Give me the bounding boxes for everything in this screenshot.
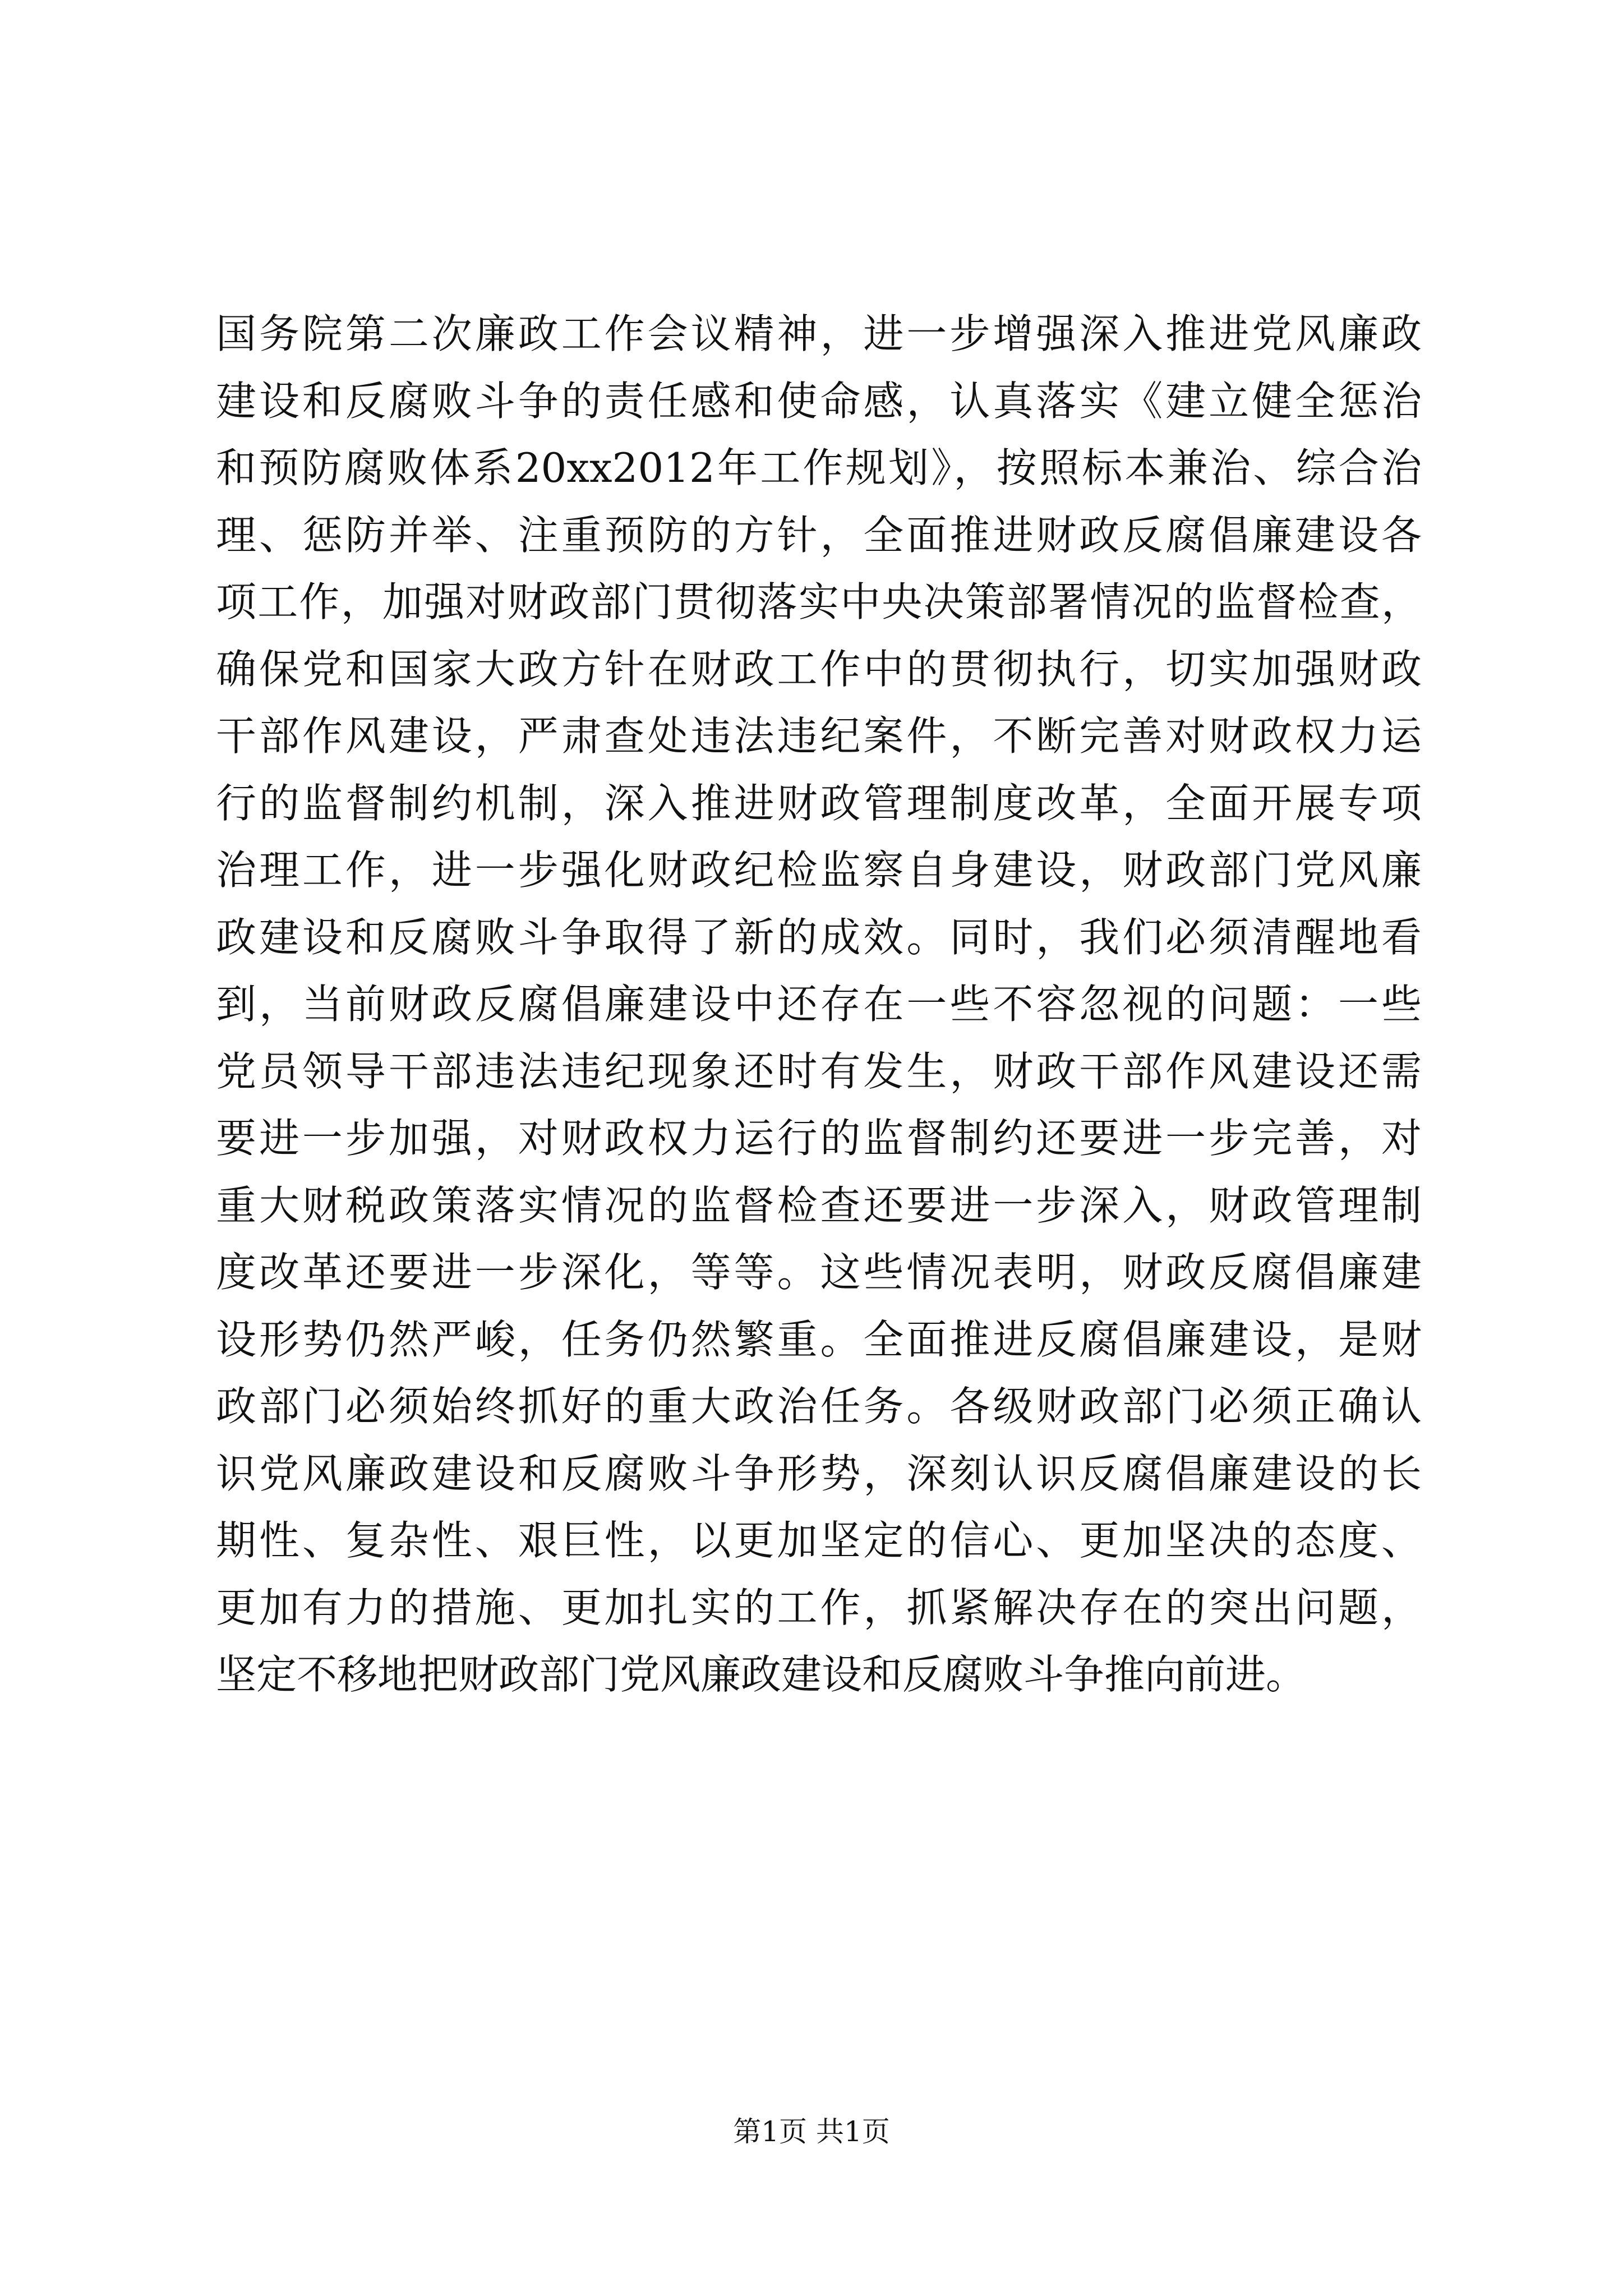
body-paragraph: [216, 301, 1422, 1709]
paragraph-line: 治理工作，进一步强化财政纪检监察自身建设，财政部门党风廉: [216, 846, 1422, 894]
paragraph-line: 政部门必须始终抓好的重大政治任务。各级财政部门必须正确认: [216, 1383, 1422, 1430]
paragraph-line: 理、惩防并举、注重预防的方针，全面推进财政反腐倡廉建设各: [216, 511, 1422, 559]
paragraph-line: 行的监督制约机制，深入推进财政管理制度改革，全面开展专项: [216, 779, 1422, 827]
paragraph-line: 国务院第二次廉政工作会议精神，进一步增强深入推进党风廉政: [216, 310, 1422, 357]
paragraph-line: 要进一步加强，对财政权力运行的监督制约还要进一步完善，对: [216, 1115, 1422, 1162]
paragraph-line: 更加有力的措施、更加扎实的工作，抓紧解决存在的突出问题，: [216, 1584, 1422, 1631]
paragraph-line: 确保党和国家大政方针在财政工作中的贯彻执行，切实加强财政: [216, 645, 1422, 693]
paragraph-line: 识党风廉政建设和反腐败斗争形势，深刻认识反腐倡廉建设的长: [216, 1450, 1422, 1497]
paragraph-line: 重大财税政策落实情况的监督检查还要进一步深入，财政管理制: [216, 1181, 1422, 1229]
paragraph-line: 度改革还要进一步深化，等等。这些情况表明，财政反腐倡廉建: [216, 1249, 1422, 1296]
paragraph-line: 和预防腐败体系20xx2012年工作规划》，按照标本兼治、综合治: [216, 444, 1422, 491]
paragraph-line: 干部作风建设，严肃查处违法违纪案件，不断完善对财政权力运: [216, 712, 1422, 760]
paragraph-line: 党员领导干部违法违纪现象还时有发生，财政干部作风建设还需: [216, 1047, 1422, 1095]
paragraph-line: 项工作，加强对财政部门贯彻落实中央决策部署情况的监督检查，: [216, 578, 1422, 625]
paragraph-line: 坚定不移地把财政部门党风廉政建设和反腐败斗争推向前进。: [216, 1651, 1307, 1698]
page-number-footer: 第1页 共1页: [733, 2115, 890, 2148]
paragraph-line: 建设和反腐败斗争的责任感和使命感，认真落实《建立健全惩治: [216, 377, 1422, 425]
paragraph-line: 期性、复杂性、艰巨性，以更加坚定的信心、更加坚决的态度、: [216, 1517, 1422, 1564]
paragraph-line: 政建设和反腐败斗争取得了新的成效。同时，我们必须清醒地看: [216, 913, 1422, 961]
paragraph-line: 设形势仍然严峻，任务仍然繁重。全面推进反腐倡廉建设，是财: [216, 1315, 1422, 1363]
paragraph-line: 到，当前财政反腐倡廉建设中还存在一些不容忽视的问题：一些: [216, 981, 1422, 1028]
